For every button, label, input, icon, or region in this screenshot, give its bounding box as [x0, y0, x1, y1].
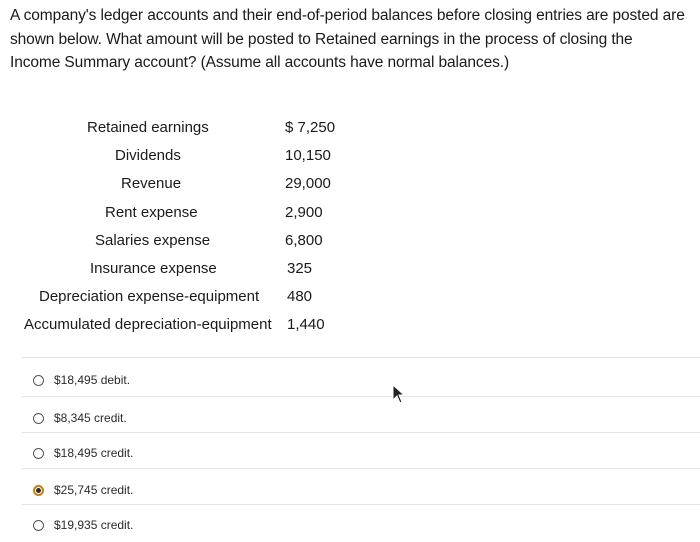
divider: [22, 432, 700, 433]
answer-option[interactable]: [33, 408, 127, 428]
ledger-account: Depreciation expense-equipment: [39, 288, 260, 305]
radio-button[interactable]: [33, 520, 44, 531]
ledger-balance: 10,150: [285, 147, 331, 164]
radio-button-selected[interactable]: [33, 485, 44, 496]
ledger-account: Rent expense: [105, 204, 198, 221]
ledger-balance: 1,440: [287, 316, 325, 333]
ledger-balance: 480: [287, 288, 313, 305]
question-line-2: shown below. What amount will be posted to Retained earnings in the process of closing the: [10, 30, 633, 48]
answer-option[interactable]: [33, 370, 130, 390]
ledger-account: Retained earnings: [87, 119, 209, 136]
answer-option-label: $8,345 credit.: [54, 411, 127, 425]
question-line-1: A company's ledger accounts and their end-of-period balances before closing entries are posted are: [10, 7, 685, 24]
ledger-balance: 6,800: [285, 232, 323, 249]
radio-button[interactable]: [33, 413, 44, 424]
ledger-account: Accumulated depreciation-equipment: [24, 316, 272, 333]
divider: [22, 396, 700, 397]
answer-option-label: $18,495 debit.: [54, 373, 131, 387]
ledger-balance: 2,900: [285, 204, 323, 221]
mouse-cursor-icon: [392, 384, 406, 404]
ledger-account: Insurance expense: [90, 260, 217, 277]
ledger-account: Revenue: [121, 175, 182, 192]
answer-option-selected[interactable]: [33, 480, 133, 500]
question-line-3: Income Summary account? (Assume all accounts have normal balances.): [10, 54, 510, 71]
answer-option-label: $19,935 credit.: [54, 518, 134, 532]
answer-option[interactable]: [33, 515, 133, 535]
ledger-balance: $ 7,250: [285, 119, 336, 136]
ledger-balance: 29,000: [285, 175, 331, 192]
ledger-balance: 325: [287, 260, 313, 277]
ledger-account: Salaries expense: [95, 232, 211, 249]
radio-button[interactable]: [33, 448, 44, 459]
divider: [22, 357, 700, 358]
answer-option-label: $18,495 credit.: [54, 446, 134, 460]
ledger-account: Dividends: [115, 147, 181, 164]
answer-option[interactable]: [33, 443, 133, 463]
divider: [22, 468, 700, 469]
answer-option-label: $25,745 credit.: [54, 483, 134, 497]
radio-button[interactable]: [33, 375, 44, 386]
divider: [22, 504, 700, 505]
